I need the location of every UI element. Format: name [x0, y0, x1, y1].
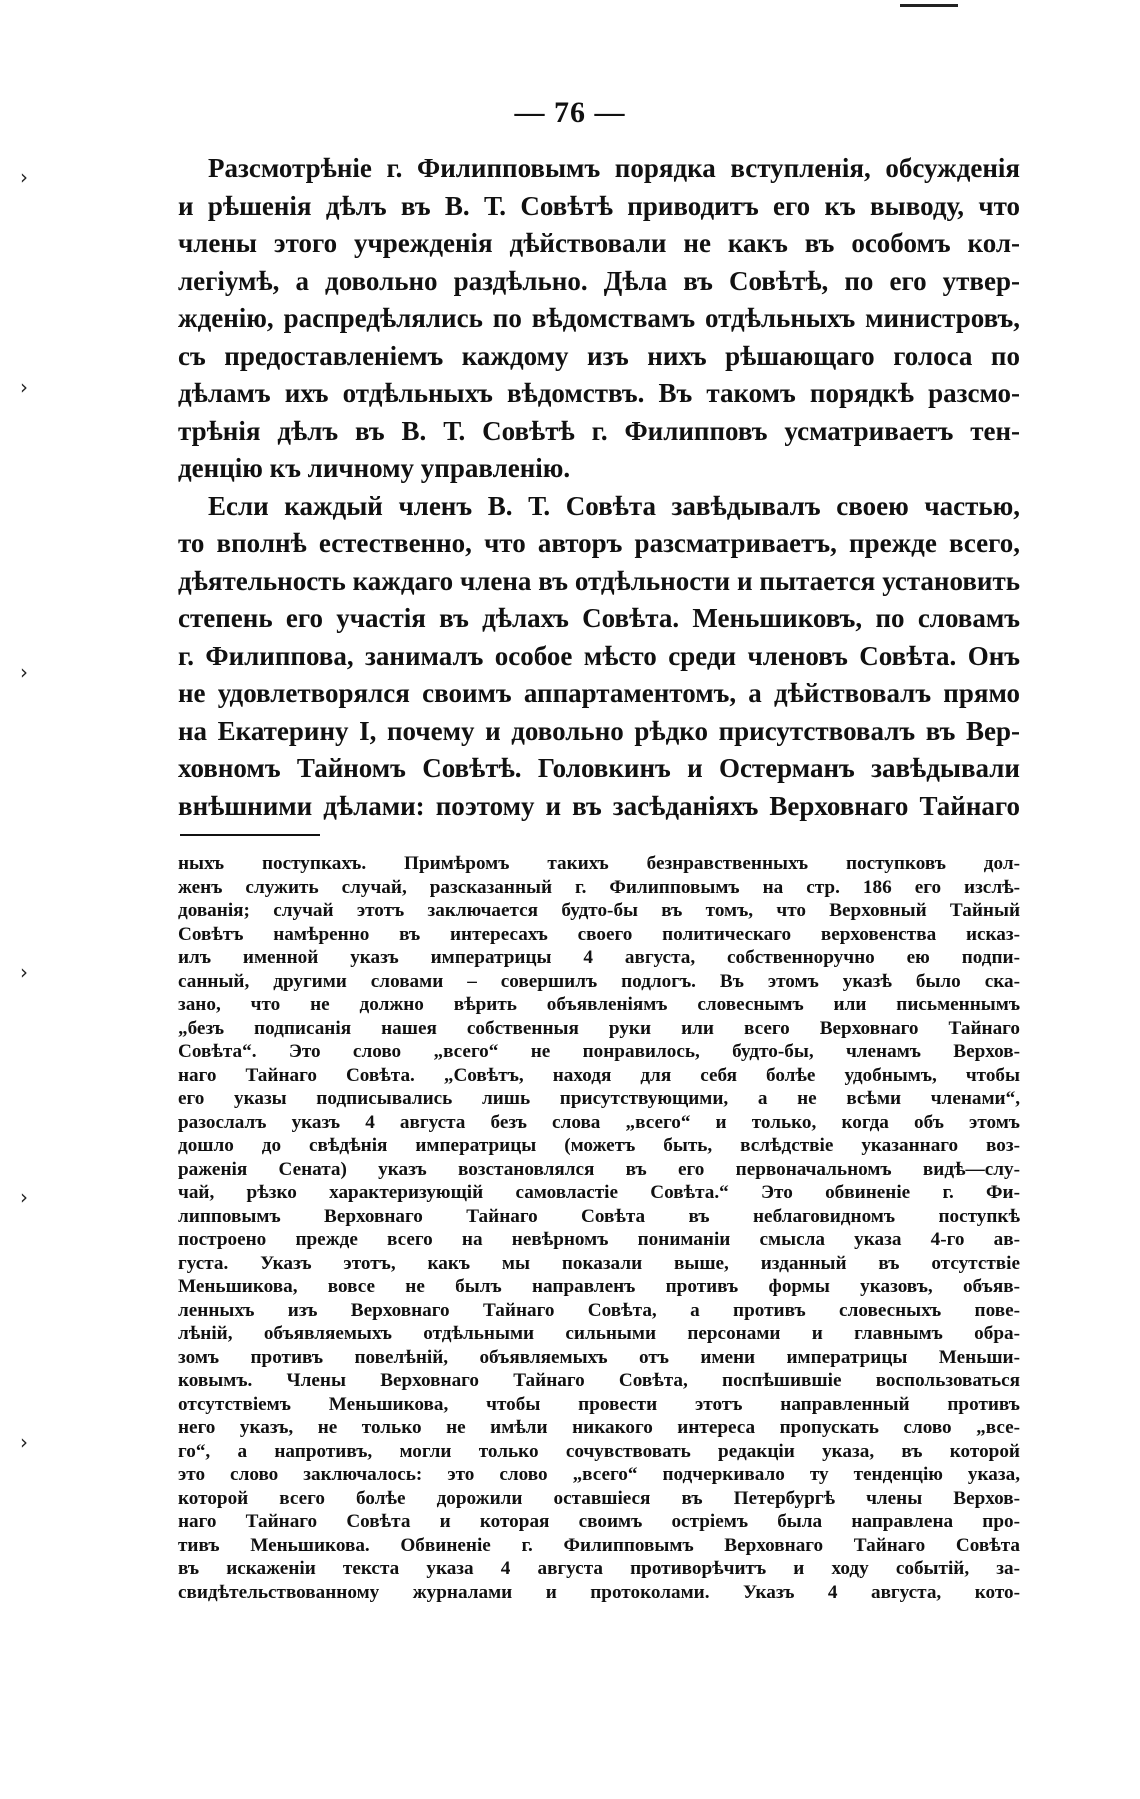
main-text-line: степень его участія въ дѣлахъ Совѣта. Меньшиковъ, по словамъ: [178, 603, 1020, 633]
footnote-line: него указъ, не только не имѣли никакого интереса пропускать слово „все-: [178, 1417, 1020, 1438]
margin-mark: ›: [20, 960, 28, 984]
scan-margin-marks: [0, 0, 40, 1799]
footnote-line: построено прежде всего на невѣрномъ пониманіи смысла указа 4-го ав-: [178, 1229, 1020, 1250]
footnote-line: наго Тайнаго Совѣта и которая своимъ остріемъ была направлена про-: [178, 1511, 1020, 1532]
margin-mark: ›: [20, 660, 28, 684]
footnote-line: ковымъ. Члены Верховнаго Тайнаго Совѣта, поспѣшившіе воспользоваться: [178, 1370, 1020, 1391]
margin-mark: ›: [20, 165, 28, 189]
main-text-line: Если каждый членъ В. Т. Совѣта завѣдывалъ своею частью,: [208, 490, 1020, 521]
footnote-line: Совѣтъ намѣренно въ интересахъ своего политическаго верховенства исказ-: [178, 923, 1020, 945]
top-edge-rule: [900, 4, 958, 7]
footnote-line: липповымъ Верховнаго Тайнаго Совѣта въ неблаговидномъ поступкѣ: [178, 1205, 1020, 1227]
footnote-line: „безъ подписанія нашея собственныя руки или всего Верховнаго Тайнаго: [178, 1017, 1020, 1039]
footnote-line: ныхъ поступкахъ. Примѣромъ такихъ безнравственныхъ поступковъ дол-: [178, 853, 1020, 874]
main-text-line: легіумѣ, а довольно раздѣльно. Дѣла въ Совѣтѣ, по его утвер-: [178, 265, 1020, 296]
footnote-line: дошло до свѣдѣнія императрицы (можетъ быть, вслѣдствіе указаннаго воз-: [178, 1135, 1020, 1156]
footnote-line: въ искаженіи текста указа 4 августа противорѣчитъ и ходу событій, за-: [178, 1558, 1020, 1579]
footnote-line: наго Тайнаго Совѣта. „Совѣтъ, находя для себя болѣе удобнымъ, чтобы: [178, 1064, 1020, 1086]
main-text-line: дѣятельность каждаго члена въ отдѣльности и пытается установить: [178, 565, 1020, 596]
footnote-line: зомъ противъ повелѣній, объявляемыхъ отъ имени императрицы Меньши-: [178, 1346, 1020, 1368]
footnote-line: санный, другими словами – совершилъ подлогъ. Въ этомъ указѣ было ска-: [178, 970, 1020, 992]
margin-mark: ›: [20, 1430, 28, 1454]
main-text-line: дѣламъ ихъ отдѣльныхъ вѣдомствъ. Въ такомъ порядкѣ разсмо-: [178, 378, 1020, 408]
footnote-line: раженія Сената) указъ возстановлялся въ его первоначальномъ видѣ—слу-: [178, 1158, 1020, 1180]
footnote-line: густа. Указъ этотъ, какъ мы показали выше, изданный въ отсутствіе: [178, 1252, 1020, 1274]
main-text-line: на Екатерину I, почему и довольно рѣдко присутствовалъ въ Вер-: [178, 715, 1020, 746]
footnote-line: разослалъ указъ 4 августа безъ слова „всего“ и только, когда объ этомъ: [178, 1111, 1020, 1133]
footnote-line: лѣній, объявляемыхъ отдѣльными сильными персонами и главнымъ обра-: [178, 1323, 1020, 1344]
main-text-line: Разсмотрѣніе г. Филипповымъ порядка вступленія, обсужденія: [208, 153, 1020, 183]
main-text-line: то вполнѣ естественно, что авторъ разсматриваетъ, прежде всего,: [178, 528, 1020, 558]
footnote-line: илъ именной указъ императрицы 4 августа, собственноручно ею подпи-: [178, 947, 1020, 968]
footnote-line: свидѣтельствованному журналами и протоколами. Указъ 4 августа, кото-: [178, 1581, 1020, 1603]
footnote-line: это слово заключалось: это слово „всего“ подчеркивало ту тенденцію указа,: [178, 1464, 1020, 1485]
main-body-text: [178, 150, 1020, 825]
margin-mark: ›: [20, 1185, 28, 1209]
main-text-line: г. Филиппова, занималъ особое мѣсто среди членовъ Совѣта. Онъ: [178, 640, 1020, 671]
main-text-line: внѣшними дѣлами: поэтому и въ засѣданіяхъ Верховнаго Тайнаго: [178, 790, 1020, 821]
footnote-line: отсутствіемъ Меньшикова, чтобы провести этотъ направленный противъ: [178, 1393, 1020, 1415]
footnote-line: его указы подписывались лишь присутствующими, а не всѣми членами“,: [178, 1088, 1020, 1109]
main-text-line: ховномъ Тайномъ Совѣтѣ. Головкинъ и Остерманъ завѣдывали: [178, 753, 1020, 783]
footnote-text: [178, 852, 1020, 1604]
footnote-line: женъ служить случай, разсказанный г. Филипповымъ на стр. 186 его изслѣ-: [178, 876, 1020, 898]
footnote-line: Совѣта“. Это слово „всего“ не понравилось, будто-бы, членамъ Верхов-: [178, 1041, 1020, 1062]
main-text-line: жденію, распредѣлялись по вѣдомствамъ отдѣльныхъ министровъ,: [178, 303, 1020, 333]
footnote-line: тивъ Меньшикова. Обвиненіе г. Филипповымъ Верховнаго Тайнаго Совѣта: [178, 1534, 1020, 1556]
footnote-separator: [180, 834, 320, 836]
footnote-line: которой всего болѣе дорожили оставшіеся въ Петербургѣ члены Верхов-: [178, 1487, 1020, 1509]
footnote-line: ленныхъ изъ Верховнаго Тайнаго Совѣта, а противъ словесныхъ пове-: [178, 1299, 1020, 1321]
footnote-line: Меньшикова, вовсе не былъ направленъ противъ формы указовъ, объяв-: [178, 1276, 1020, 1297]
footnote-line: зано, что не должно вѣрить объявленіямъ словеснымъ или письменнымъ: [178, 994, 1020, 1015]
margin-mark: ›: [20, 375, 28, 399]
footnote-line: го“, а напротивъ, могли только сочувствовать редакціи указа, въ которой: [178, 1440, 1020, 1462]
footnote-line: чай, рѣзко характеризующій самовластіе Совѣта.“ Это обвиненіе г. Фи-: [178, 1182, 1020, 1203]
main-text-line: члены этого учрежденія дѣйствовали не какъ въ особомъ кол-: [178, 228, 1020, 258]
main-text-line: денцію къ личному управленію.: [178, 453, 571, 483]
main-text-line: не удовлетворялся своимъ аппартаментомъ, а дѣйствовалъ прямо: [178, 678, 1020, 708]
main-text-line: и рѣшенія дѣлъ въ В. Т. Совѣтѣ приводитъ его къ выводу, что: [178, 190, 1020, 221]
footnote-line: дованія; случай этотъ заключается будто-бы въ томъ, что Верховный Тайный: [178, 900, 1020, 921]
main-text-line: съ предоставленіемъ каждому изъ нихъ рѣшающаго голоса по: [178, 340, 1020, 371]
main-text-line: трѣнія дѣлъ въ В. Т. Совѣтѣ г. Филипповъ усматриваетъ тен-: [178, 415, 1020, 446]
page-number: — 76 —: [514, 96, 626, 129]
